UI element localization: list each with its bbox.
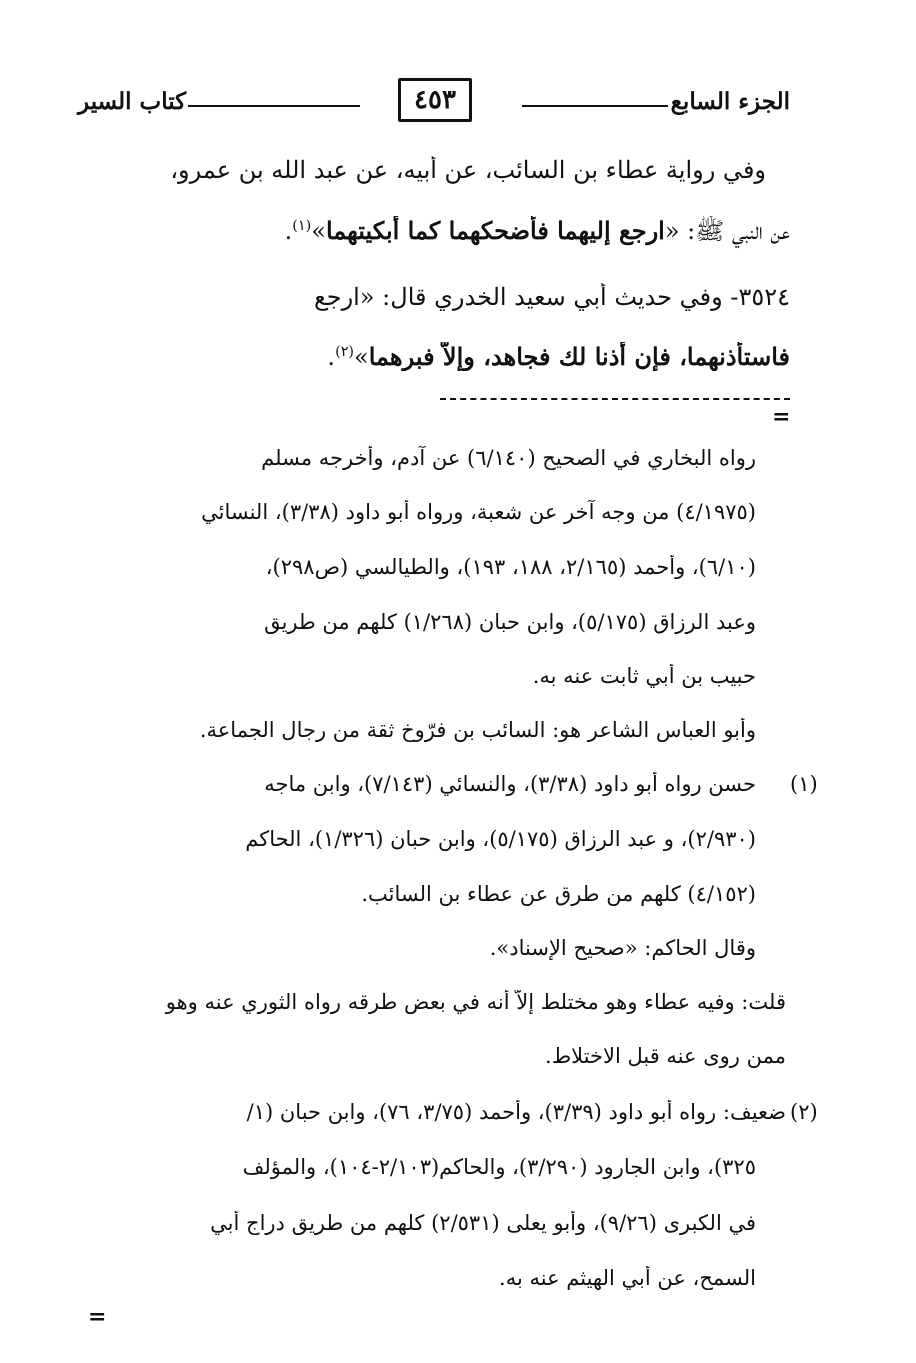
footnote-line: ٣٢٥)، وابن الجارود (٣/٢٩٠)، والحاكم(٢/١٠٣-١٠٤)، والمؤلف (242, 1155, 756, 1179)
header-rule-right (522, 105, 668, 107)
footnote-line: (٤/١٥٢) كلهم من طرق عن عطاء بن السائب. (361, 882, 756, 906)
continuation-mark-bottom: = (88, 1304, 107, 1330)
footnote-line: حبيب بن أبي ثابت عنه به. (532, 664, 756, 688)
footnote-ref: (١) (292, 218, 312, 234)
footnote-line: ممن روى عنه قبل الاختلاط. (545, 1044, 786, 1068)
main-text-line: فاستأذنهما، فإن أذنا لك فجاهد، وإلاّ فبرهما»$^{(٢)}$. (327, 342, 790, 371)
main-text-line: عن النبي ﷺ: «ارجع إليهما فأضحكهما كما أبكيتهما»$^{(١)}$. (284, 216, 790, 245)
book-label: كتاب السير (78, 88, 187, 115)
footnote-line: في الكبرى (٩/٢٦)، وأبو يعلى (٢/٥٣١) كلهم من طريق دراج أبي (210, 1211, 756, 1235)
footnote-line: السمح، عن أبي الهيثم عنه به. (499, 1266, 756, 1290)
footnote-line: قلت: وفيه عطاء وهو مختلط إلاّ أنه في بعض طرقه رواه الثوري عنه وهو (165, 990, 786, 1014)
footnote-line: (٦/١٠)، وأحمد (٢/١٦٥، ١٨٨، ١٩٣)، والطيالسي (ص٢٩٨)، (265, 555, 756, 579)
hadith-quote: ارجع إليهما فأضحكهما كما أبكيتهما (325, 216, 665, 245)
footnote-line: وعبد الرزاق (٥/١٧٥)، وابن حبان (١/٢٦٨) كلهم من طريق (264, 610, 756, 634)
main-text-line: ٣٥٢٤- وفي حديث أبي سعيد الخدري قال: «ارجع (313, 283, 790, 311)
footnote-line: ضعيف: رواه أبو داود (٣/٣٩)، وأحمد (٣/٧٥، ٧٦)، وابن حبان (١/ (246, 1100, 786, 1124)
footnote-separator (440, 398, 790, 400)
running-header (78, 78, 790, 128)
page-number: ٤٥٣ (398, 78, 472, 122)
footnote-marker: (٢) (790, 1100, 818, 1124)
footnote-line: (٢/٩٣٠)، و عبد الرزاق (٥/١٧٥)، وابن حبان (١/٣٢٦)، الحاكم (245, 827, 756, 851)
main-text-line: وفي رواية عطاء بن السائب، عن أبيه، عن عبد الله بن عمرو، (170, 156, 766, 184)
footnote-line: وأبو العباس الشاعر هو: السائب بن فرّوخ ثقة من رجال الجماعة. (199, 718, 756, 742)
footnote-line: وقال الحاكم: «صحيح الإسناد». (489, 936, 756, 960)
footnote-line: حسن رواه أبو داود (٣/٣٨)، والنسائي (٧/١٤٣)، وابن ماجه (264, 772, 756, 796)
continuation-mark: = (772, 404, 791, 430)
footnote-line: رواه البخاري في الصحيح (٦/١٤٠) عن آدم، وأخرجه مسلم (261, 446, 756, 470)
footnote-marker: (١) (790, 772, 818, 796)
part-label: الجزء السابع (670, 88, 790, 115)
header-rule-left (188, 105, 360, 107)
footnote-ref: (٢) (335, 344, 355, 360)
hadith-quote: فاستأذنهما، فإن أذنا لك فجاهد، وإلاّ فبرهما (368, 342, 790, 371)
footnote-line: (٤/١٩٧٥) من وجه آخر عن شعبة، ورواه أبو داود (٣/٣٨)، النسائي (201, 500, 756, 524)
